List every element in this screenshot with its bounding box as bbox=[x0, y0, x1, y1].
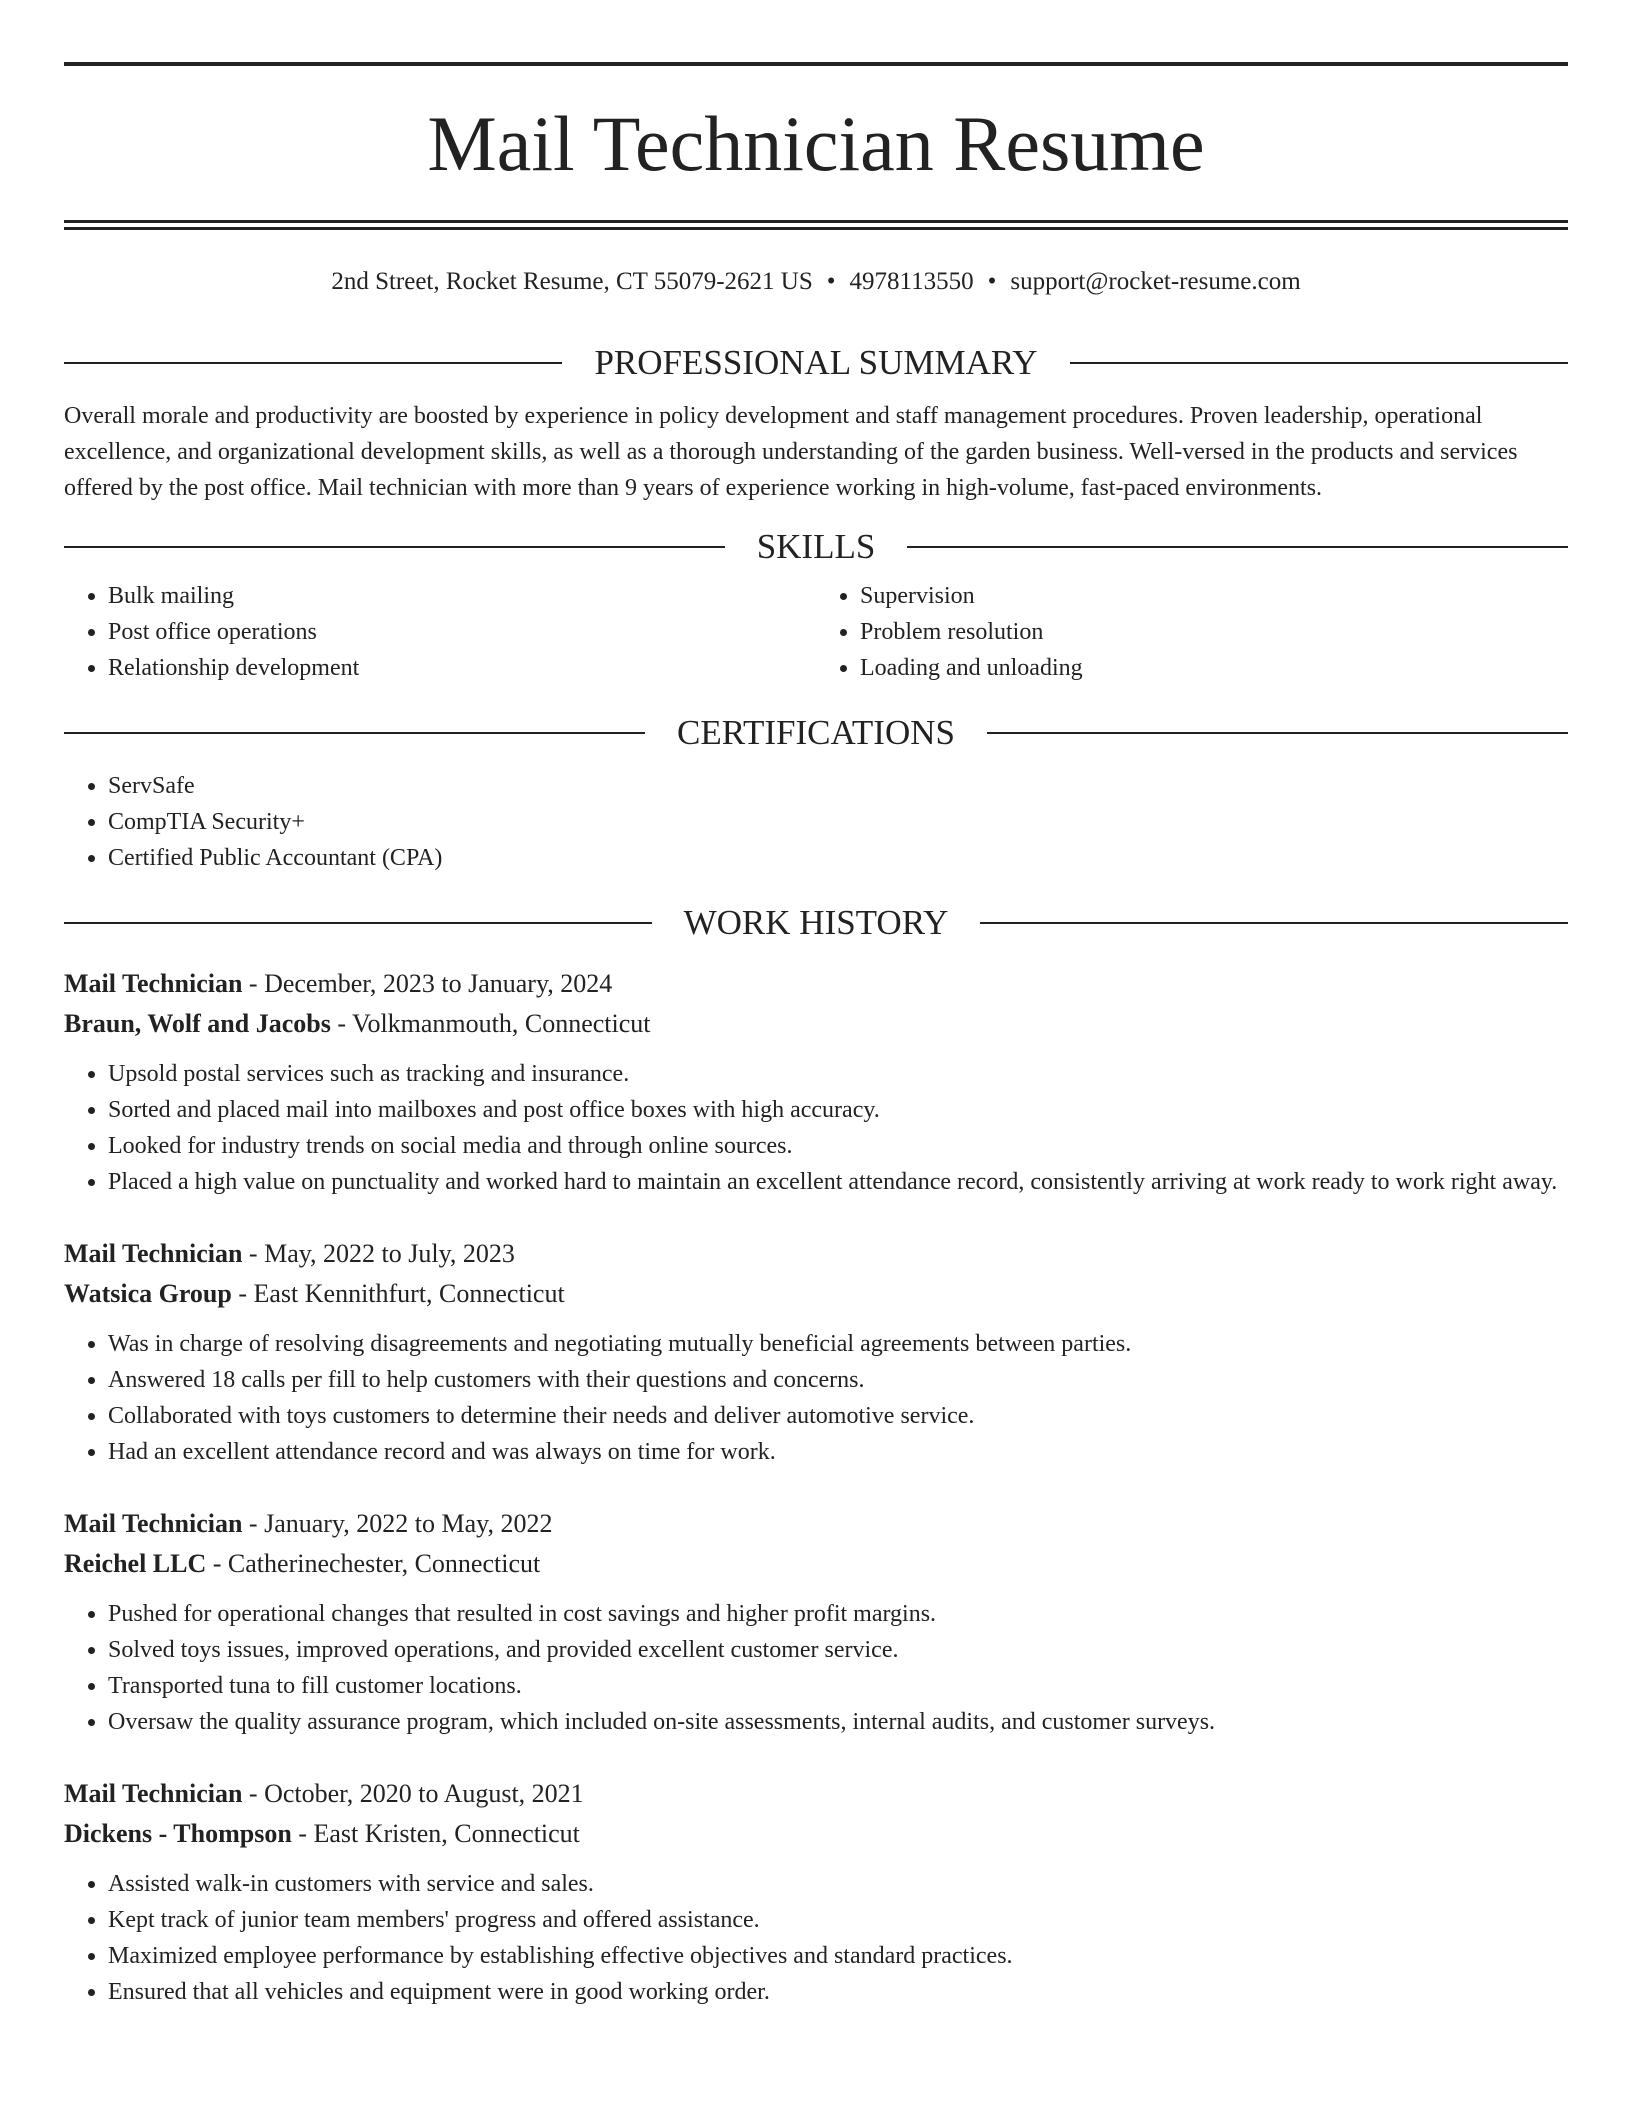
job-title-line bbox=[64, 1774, 1568, 1814]
job-bullet: • Pushed for operational changes that resulted in cost savings and higher profit margins. bbox=[108, 1596, 1568, 1632]
job-bullet: • Looked for industry trends on social media and through online sources. bbox=[108, 1128, 1568, 1164]
job-bullet: • Oversaw the quality assurance program, which included on-site assessments, internal audits, and customer surveys. bbox=[108, 1704, 1568, 1740]
job-dates: - January, 2022 to May, 2022 bbox=[242, 1509, 553, 1538]
heading-rule bbox=[64, 362, 562, 364]
job-location: - East Kennithfurt, Connecticut bbox=[231, 1279, 565, 1308]
job-company-line bbox=[64, 1004, 1568, 1044]
job-bullet: • Answered 18 calls per fill to help customers with their questions and concerns. bbox=[108, 1362, 1568, 1398]
contact-separator: • bbox=[987, 268, 997, 295]
job-dates: - October, 2020 to August, 2021 bbox=[242, 1779, 584, 1808]
job-bullet: • Ensured that all vehicles and equipment were in good working order. bbox=[108, 1974, 1568, 2010]
job-title: Mail Technician bbox=[64, 1779, 243, 1808]
contact-line bbox=[64, 266, 1568, 298]
job-bullet: • Collaborated with toys customers to determine their needs and deliver automotive service. bbox=[108, 1398, 1568, 1434]
skill-item: • Post office operations bbox=[108, 614, 816, 650]
top-rule bbox=[64, 62, 1568, 66]
certification-item: • Certified Public Accountant (CPA) bbox=[108, 840, 1568, 876]
job-bullet: • Was in charge of resolving disagreements and negotiating mutually beneficial agreements between parties. bbox=[108, 1326, 1568, 1362]
contact-phone: 4978113550 bbox=[849, 268, 974, 295]
skill-item: • Problem resolution bbox=[860, 614, 1568, 650]
title-double-rule bbox=[64, 220, 1568, 230]
job-location: - Volkmanmouth, Connecticut bbox=[330, 1009, 651, 1038]
job-entry bbox=[64, 964, 1568, 1200]
heading-rule bbox=[980, 922, 1568, 924]
job-title: Mail Technician bbox=[64, 1509, 243, 1538]
job-company-line bbox=[64, 1274, 1568, 1314]
heading-rule bbox=[64, 546, 725, 548]
skills-list-right bbox=[816, 578, 1568, 686]
job-bullet: • Kept track of junior team members' progress and offered assistance. bbox=[108, 1902, 1568, 1938]
summary-text: Overall morale and productivity are boosted by experience in policy development and staff management procedures. Proven leadership, operational excellence, and organizational development skills, as well as a thorough understanding of the garden business. Well-versed in the products and services offered by the post office. Mail technician with more than 9 years of experience working in high-volume, fast-paced environments. bbox=[64, 403, 1518, 501]
job-dates: - May, 2022 to July, 2023 bbox=[242, 1239, 515, 1268]
job-bullets bbox=[64, 1056, 1568, 1200]
job-company: Watsica Group bbox=[64, 1279, 232, 1308]
heading-rule bbox=[907, 546, 1568, 548]
job-bullet: • Had an excellent attendance record and was always on time for work. bbox=[108, 1434, 1568, 1470]
job-bullet: • Sorted and placed mail into mailboxes and post office boxes with high accuracy. bbox=[108, 1092, 1568, 1128]
heading-rule bbox=[987, 732, 1568, 734]
skills-heading-label: SKILLS bbox=[756, 527, 876, 566]
job-title-line bbox=[64, 1504, 1568, 1544]
heading-rule bbox=[1070, 362, 1568, 364]
certification-item: • CompTIA Security+ bbox=[108, 804, 1568, 840]
work-history-heading bbox=[64, 902, 1568, 944]
job-company: Braun, Wolf and Jacobs bbox=[64, 1009, 331, 1038]
resume-title: Mail Technician Resume bbox=[427, 100, 1205, 187]
job-bullets bbox=[64, 1326, 1568, 1470]
job-company-line bbox=[64, 1544, 1568, 1584]
skill-item: • Loading and unloading bbox=[860, 650, 1568, 686]
job-bullet: • Assisted walk-in customers with service and sales. bbox=[108, 1866, 1568, 1902]
summary-heading-label: PROFESSIONAL SUMMARY bbox=[594, 343, 1038, 382]
contact-address: 2nd Street, Rocket Resume, CT 55079-2621 US bbox=[331, 268, 813, 295]
summary-heading bbox=[64, 342, 1568, 384]
skill-item: • Bulk mailing bbox=[108, 578, 816, 614]
skills-columns bbox=[64, 568, 1568, 686]
job-dates: - December, 2023 to January, 2024 bbox=[242, 969, 613, 998]
job-bullet: • Maximized employee performance by establishing effective objectives and standard practices. bbox=[108, 1938, 1568, 1974]
job-title: Mail Technician bbox=[64, 1239, 243, 1268]
job-company-line bbox=[64, 1814, 1568, 1854]
certifications-heading-label: CERTIFICATIONS bbox=[677, 713, 955, 752]
job-company: Reichel LLC bbox=[64, 1549, 207, 1578]
job-bullet: • Placed a high value on punctuality and worked hard to maintain an excellent attendance record, consistently arriving at work ready to work right away. bbox=[108, 1164, 1568, 1200]
job-bullets bbox=[64, 1596, 1568, 1740]
job-location: - East Kristen, Connecticut bbox=[291, 1819, 580, 1848]
job-bullets bbox=[64, 1866, 1568, 2010]
job-entry bbox=[64, 1774, 1568, 2010]
skills-list-left bbox=[64, 578, 816, 686]
job-entry bbox=[64, 1234, 1568, 1470]
job-company: Dickens - Thompson bbox=[64, 1819, 292, 1848]
skill-item: • Supervision bbox=[860, 578, 1568, 614]
job-location: - Catherinechester, Connecticut bbox=[206, 1549, 541, 1578]
certifications-list bbox=[64, 768, 1568, 876]
contact-separator: • bbox=[826, 268, 836, 295]
job-bullet: • Transported tuna to fill customer locations. bbox=[108, 1668, 1568, 1704]
job-title-line bbox=[64, 1234, 1568, 1274]
work-history-heading-label: WORK HISTORY bbox=[683, 903, 949, 942]
skills-heading bbox=[64, 526, 1568, 568]
skill-item: • Relationship development bbox=[108, 650, 816, 686]
heading-rule bbox=[64, 922, 652, 924]
job-title: Mail Technician bbox=[64, 969, 243, 998]
certifications-heading bbox=[64, 712, 1568, 754]
job-entry bbox=[64, 1504, 1568, 1740]
job-bullet: • Solved toys issues, improved operations, and provided excellent customer service. bbox=[108, 1632, 1568, 1668]
certification-item: • ServSafe bbox=[108, 768, 1568, 804]
job-title-line bbox=[64, 964, 1568, 1004]
contact-email: support@rocket-resume.com bbox=[1010, 268, 1301, 295]
heading-rule bbox=[64, 732, 645, 734]
job-bullet: • Upsold postal services such as tracking and insurance. bbox=[108, 1056, 1568, 1092]
